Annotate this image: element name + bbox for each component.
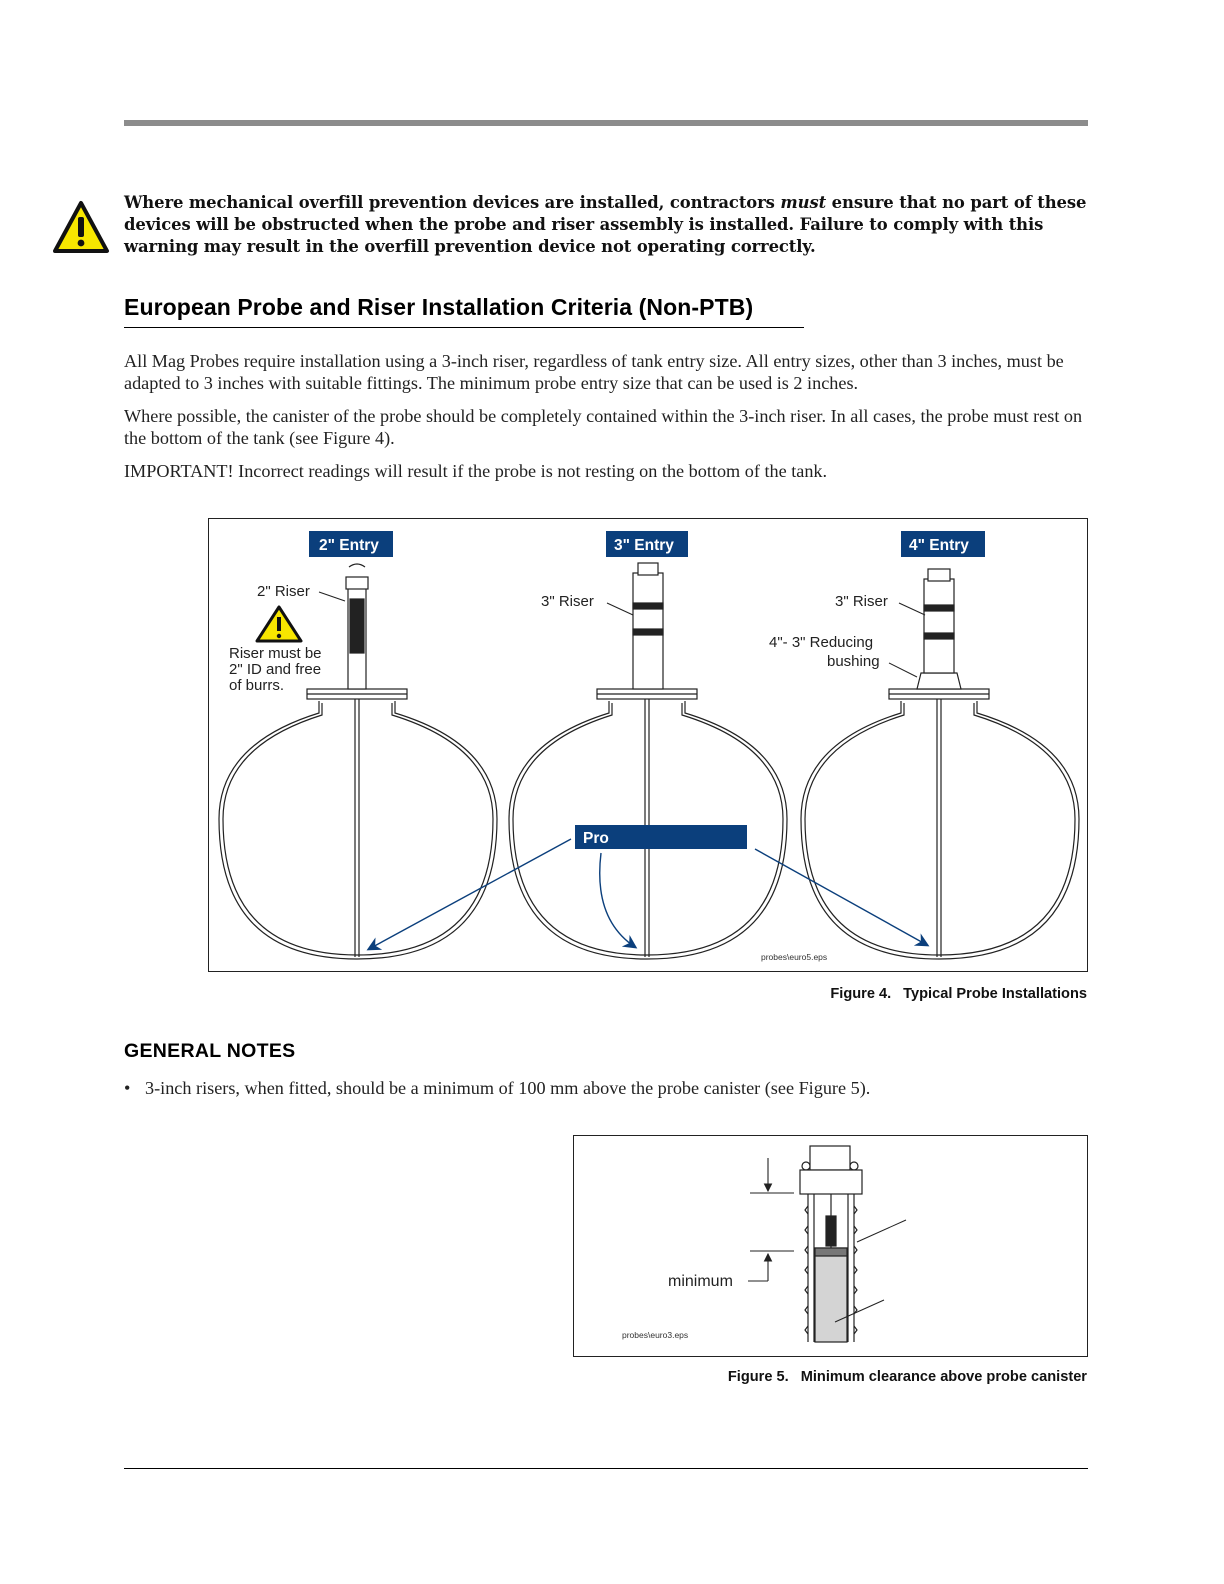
tag-2in-entry-label: 2" Entry (319, 537, 379, 554)
probe-callout-label: Pro (583, 830, 609, 847)
general-notes-heading: GENERAL NOTES (124, 1040, 296, 1062)
riser-2in-label: 2" Riser (257, 583, 310, 600)
minimum-label: minimum (668, 1273, 733, 1290)
arrow-to-tank-1 (369, 839, 571, 949)
figure-5 (573, 1135, 1088, 1357)
general-notes-bullet: • 3-inch risers, when fitted, should be a minimum of 100 mm above the probe canister (see Figure 5). (124, 1078, 871, 1098)
figure-4-caption: Figure 4. Typical Probe Installations (830, 986, 1087, 1002)
arrow-to-tank-2 (600, 853, 635, 947)
riser-cross-section (800, 1146, 862, 1342)
riser-warning-icon (257, 607, 301, 641)
riser-note-line-3: of burrs. (229, 677, 285, 694)
paragraph-riser-requirement: All Mag Probes require installation using a 3-inch riser, regardless of tank entry size. All entry sizes, other than 3 inches, must be adapted to 3 inches with suitable fittings. The minimum probe entry size that can be used is 2 inches. (124, 351, 1064, 393)
tank-3in (509, 563, 787, 959)
bushing-label-line-1: 4"- 3" Reducing (769, 634, 874, 651)
tank-2in (219, 564, 497, 959)
figure-5-filename: probes\euro3.eps (622, 1330, 689, 1340)
section-heading: European Probe and Riser Installation Criteria (Non-PTB) (124, 294, 804, 328)
figure-4 (208, 518, 1088, 972)
tag-4in-entry-label: 4" Entry (909, 537, 969, 554)
figure-5-caption: Figure 5. Minimum clearance above probe canister (727, 1369, 1087, 1385)
riser-note-line-1: Riser must be (229, 645, 322, 662)
riser-3in-label-a: 3" Riser (541, 593, 594, 610)
riser-note-line-2: 2" ID and free (229, 661, 322, 678)
tank-4in (801, 569, 1079, 959)
bottom-rule (124, 1468, 1088, 1469)
paragraph-canister: Where possible, the canister of the probe should be completely contained within the 3-inch riser. In all cases, the probe must rest on the bottom of the tank (see Figure 4). (124, 406, 1083, 448)
riser-3in-label-b: 3" Riser (835, 593, 888, 610)
warning-text: Where mechanical overfill prevention devices are installed, contractors must ensure that no part of these devices will be obstructed when the probe and riser assembly is installed. Failure to comply with this warning may result in the overfill prevention device not operating correctly. (124, 193, 1087, 256)
warning-icon (52, 200, 110, 254)
bushing-label-line-2: bushing (827, 653, 880, 670)
arrow-to-tank-3 (755, 849, 927, 945)
paragraph-important: IMPORTANT! Incorrect readings will result if the probe is not resting on the bottom of the tank. (124, 461, 828, 481)
figure-4-filename: probes\euro5.eps (761, 952, 828, 962)
tag-3in-entry-label: 3" Entry (614, 537, 674, 554)
top-rule (124, 120, 1088, 126)
